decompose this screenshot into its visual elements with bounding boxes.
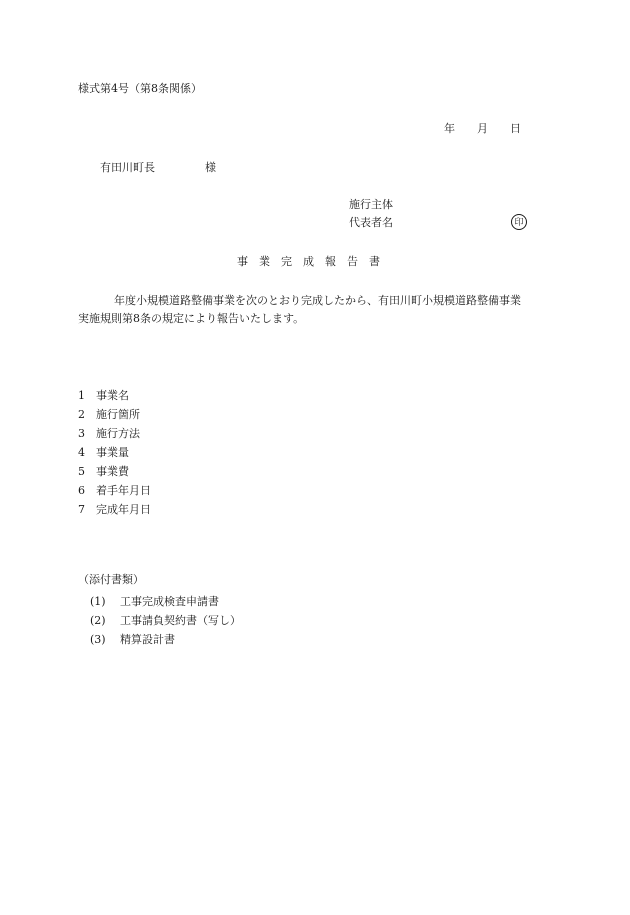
list-item-label: 事業名	[96, 389, 129, 402]
date-line	[444, 122, 521, 136]
list-item-number: 7	[78, 503, 85, 516]
applicant-rep-label: 代表者名	[349, 216, 393, 229]
list-item-label: 事業量	[96, 446, 129, 459]
list-item	[78, 462, 151, 481]
list-item-number: 6	[78, 484, 85, 497]
attachment-item-label: 工事完成検査申請書	[120, 595, 219, 608]
body-line-1: 年度小規模道路整備事業を次のとおり完成したから、有田川町小規模道路整備事業	[114, 294, 521, 307]
body-line-2: 実施規則第8条の規定により報告いたします。	[78, 312, 305, 325]
item-list	[78, 386, 151, 519]
attachment-item	[90, 592, 241, 611]
addressee-honorific: 様	[205, 161, 216, 174]
attachment-item-number: (2)	[90, 614, 106, 627]
list-item	[78, 424, 151, 443]
attachment-item-number: (3)	[90, 633, 106, 646]
attachment-item-label: 工事請負契約書（写し）	[120, 614, 241, 627]
seal-mark: 印	[511, 214, 527, 230]
list-item-label: 着手年月日	[96, 484, 151, 497]
attachment-item-number: (1)	[90, 595, 106, 608]
attachments-list	[90, 592, 241, 649]
list-item-label: 施行箇所	[96, 408, 140, 421]
attachment-item	[90, 630, 241, 649]
date-year-label: 年	[444, 122, 455, 135]
list-item	[78, 386, 151, 405]
attachments-heading: （添付書類）	[78, 573, 144, 586]
list-item	[78, 481, 151, 500]
list-item-label: 施行方法	[96, 427, 140, 440]
date-month-label: 月	[477, 122, 488, 135]
list-item-label: 完成年月日	[96, 503, 151, 516]
list-item-number: 1	[78, 389, 85, 402]
list-item	[78, 443, 151, 462]
list-item	[78, 405, 151, 424]
document-title: 事業完成報告書	[237, 255, 391, 268]
body-text	[78, 292, 521, 328]
list-item-number: 2	[78, 408, 85, 421]
list-item-number: 4	[78, 446, 85, 459]
attachment-item	[90, 611, 241, 630]
form-number: 様式第4号（第8条関係）	[78, 82, 202, 95]
attachment-item-label: 精算設計書	[120, 633, 175, 646]
list-item-number: 3	[78, 427, 85, 440]
list-item-label: 事業費	[96, 465, 129, 478]
list-item-number: 5	[78, 465, 85, 478]
applicant-org-label: 施行主体	[349, 198, 393, 211]
addressee	[100, 161, 216, 175]
list-item	[78, 500, 151, 519]
date-day-label: 日	[510, 122, 521, 135]
addressee-name: 有田川町長	[100, 161, 155, 174]
